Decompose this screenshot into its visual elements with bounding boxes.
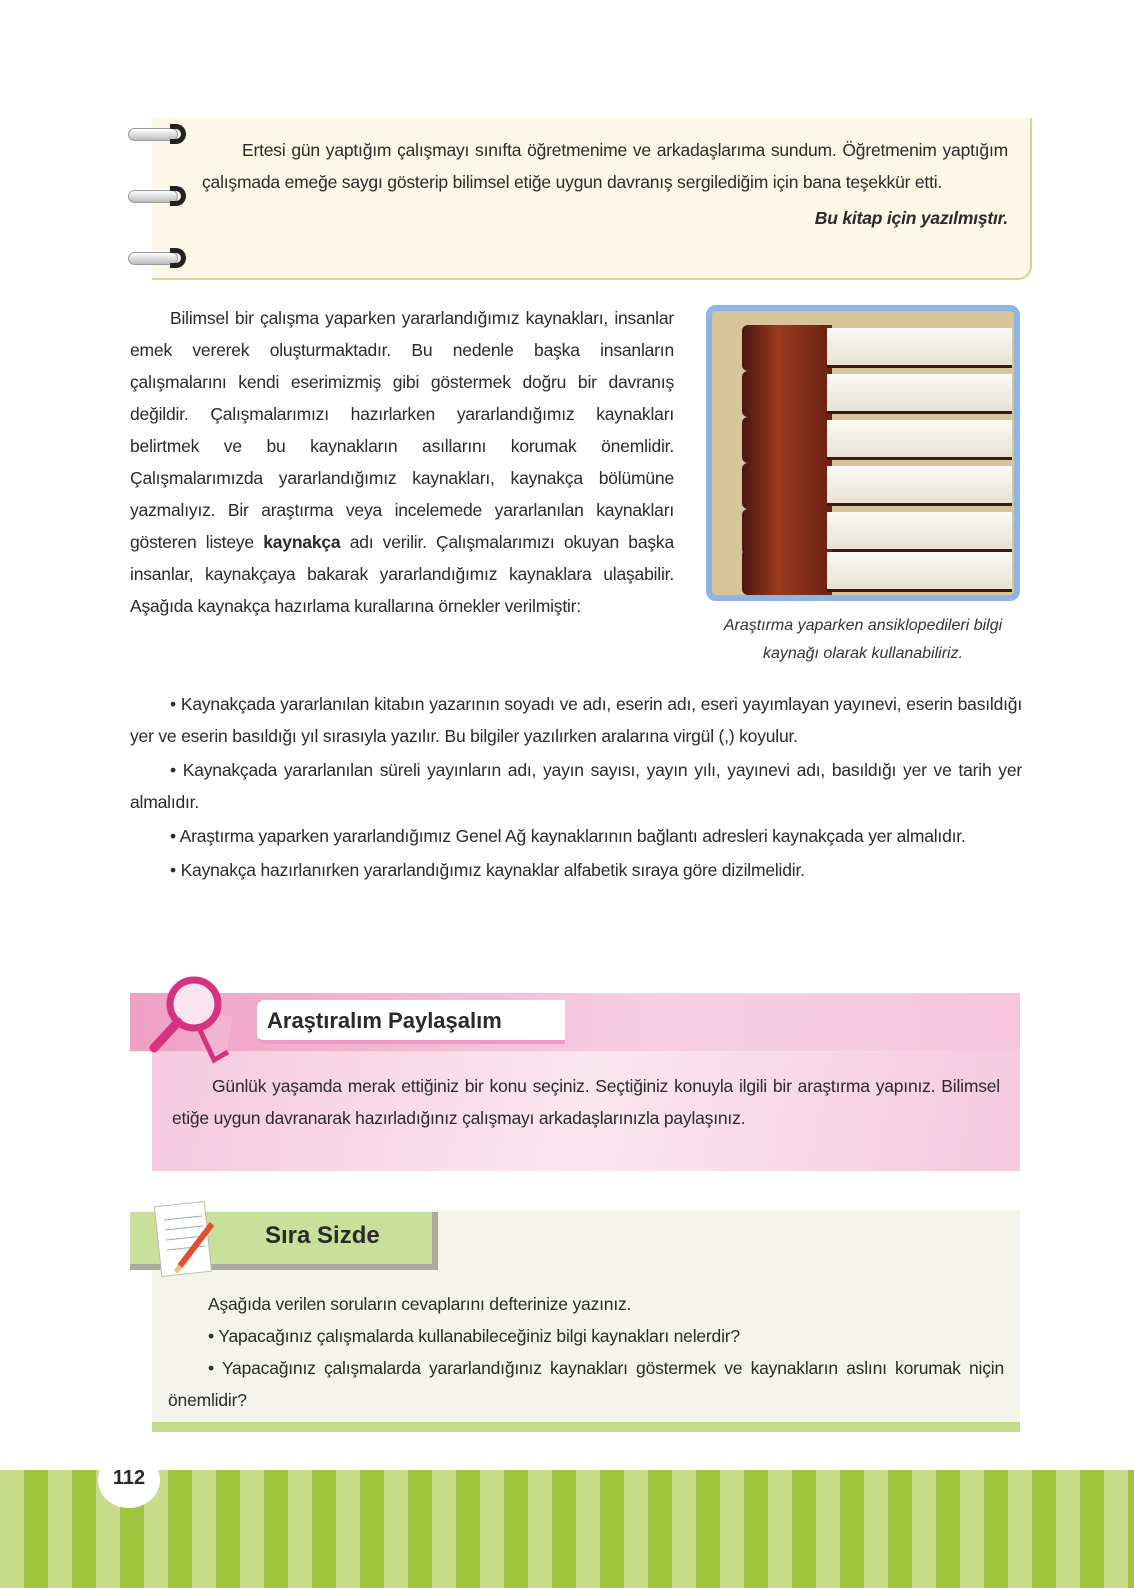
spiral-ring-icon [128, 186, 188, 206]
figure-caption: Araştırma yaparken ansiklopedileri bilgi kaynağı olarak kullanabiliriz. [723, 617, 1003, 662]
striped-footer [0, 1470, 1134, 1588]
page-number: 112 [98, 1452, 160, 1508]
list-item: • Kaynakçada yararlanılan süreli yayınların adı, yayın sayısı, yayın yılı, yayınevi adı, basıldığı yer ve tarih yer almalıdır. [130, 760, 1022, 812]
bibliography-rules [130, 688, 1022, 888]
research-title: Araştıralım Paylaşalım [257, 1000, 565, 1044]
list-item: • Araştırma yaparken yararlandığımız Genel Ağ kaynaklarının bağlantı adresleri kaynakçada yer almalıdır. [170, 826, 966, 846]
term-kaynakca: kaynakça [263, 532, 341, 552]
question-item: • Yapacağınız çalışmalarda yararlandığınız kaynakları göstermek ve kaynakların aslını korumak niçin önemlidir? [168, 1358, 1004, 1410]
paragraph-text: adı verilir. Çalışmalarımızı okuyan başka insanlar, kaynakçaya bakarak yararlandığımız kaynaklara ulaşabilir. Aşağıda kaynakça hazırlama kurallarına örnekler verilmiştir: [130, 532, 675, 616]
question-item: • Yapacağınız çalışmalarda kullanabileceğiniz bilgi kaynakları nelerdir? [208, 1326, 740, 1346]
story-box [152, 118, 1032, 280]
list-item: • Kaynakça hazırlanırken yararlandığımız kaynaklar alfabetik sıraya göre dizilmelidir. [170, 860, 805, 880]
your-turn-body [168, 1288, 1004, 1416]
paragraph-text: Bilimsel bir çalışma yaparken yararlandığımız kaynakları, insanlar emek vererek oluşturmaktadır. Bu nedenle başka insanların çalışmalarını kendi eserimizmiş gibi göstermek doğru bir davranış değildir. Çalışmalarımızı hazırlarken yararlandığımız kaynakları belirtmek ve bu kaynakların asıllarını korumak önemlidir. Çalışmalarımızda yararlandığımız kaynakları, kaynakça bölümüne yazmalıyız. Bir araştırma veya incelemede yararlanılan kaynakları gösteren listeye [130, 308, 674, 552]
story-signature: Bu kitap için yazılmıştır. [814, 208, 1008, 228]
spiral-ring-icon [128, 248, 188, 268]
your-turn-title: Sıra Sizde [265, 1222, 380, 1249]
spiral-ring-icon [128, 124, 188, 144]
encyclopedia-stack-image [706, 305, 1020, 601]
research-text: Günlük yaşamda merak ettiğiniz bir konu seçiniz. Seçtiğiniz konuyla ilgili bir araştırma yapınız. Bilimsel etiğe uygun davranarak hazırladığınız çalışmayı arkadaşlarınızla paylaşınız. [172, 1076, 1000, 1128]
list-item: • Kaynakçada yararlanılan kitabın yazarının soyadı ve adı, eserin adı, eseri yayımlayan yayınevi, eserin basıldığı yer ve eserin basıldığı yıl sırasıyla yazılır. Bu bilgiler yazılırken aralarına virgül (,) koyulur. [130, 694, 1022, 746]
story-text: Ertesi gün yaptığım çalışmayı sınıfta öğretmenime ve arkadaşlarıma sundum. Öğretmenim yaptığım çalışmada emeğe saygı gösterip bilimsel etiğe uygun davranış sergilediğim için bana teşekkür etti. [202, 140, 1008, 192]
main-paragraph [130, 302, 674, 622]
magnifier-icon [148, 972, 248, 1064]
your-turn-intro: Aşağıda verilen soruların cevaplarını defterinize yazınız. [208, 1294, 632, 1314]
notepad-pencil-icon [150, 1196, 220, 1280]
